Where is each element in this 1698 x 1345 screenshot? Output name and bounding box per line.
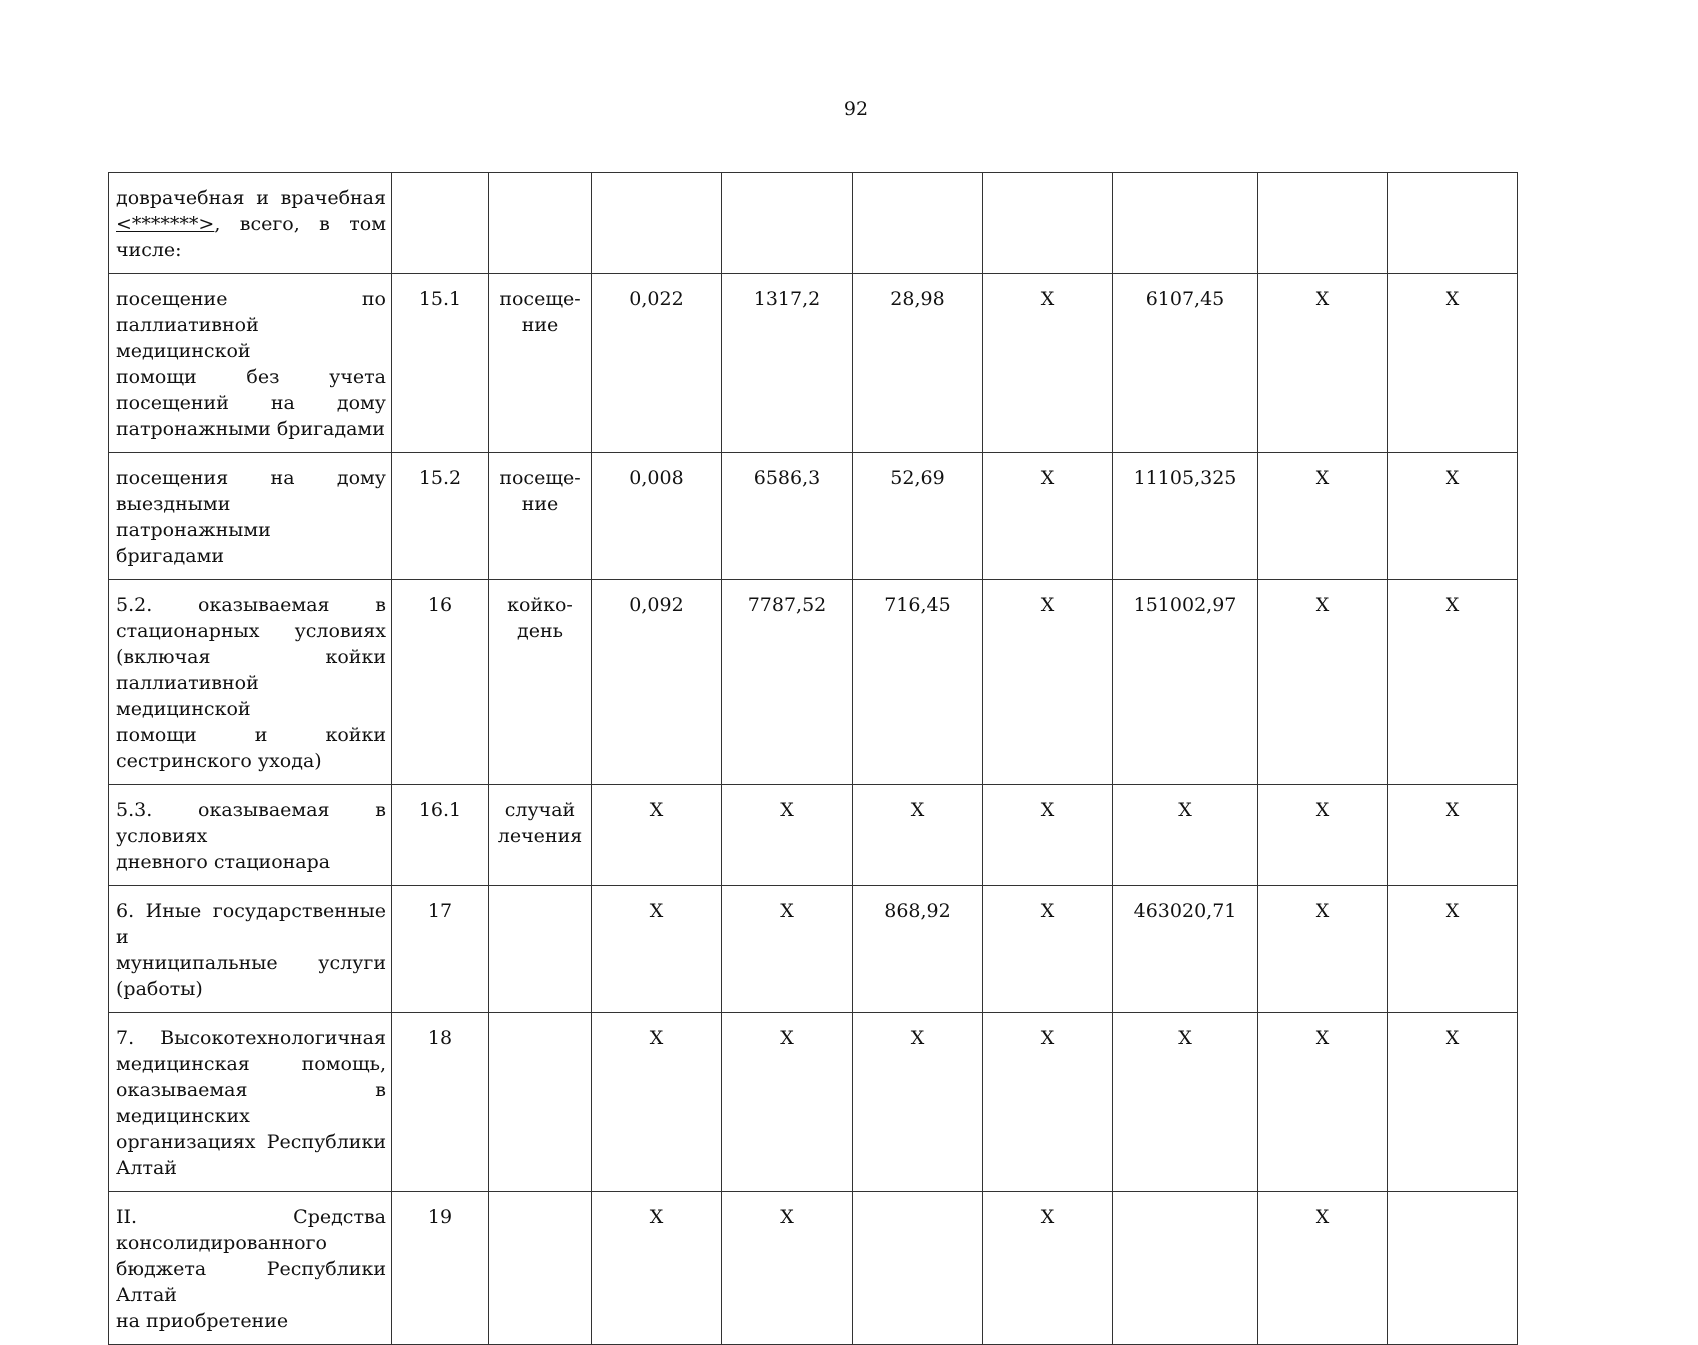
row-name-cell [109, 453, 392, 580]
table-row [109, 173, 1518, 274]
value-cell: X [983, 453, 1113, 580]
value-cell [1388, 173, 1518, 274]
table-row [109, 1192, 1518, 1345]
unit-line: ние [521, 314, 559, 336]
value-cell: 6107,45 [1113, 274, 1258, 453]
row-name-line: посещение по [116, 288, 386, 310]
table-row [109, 785, 1518, 886]
row-name-line: дневного стационара [116, 851, 331, 873]
value-cell: 7787,52 [722, 580, 853, 785]
value-cell: 6586,3 [722, 453, 853, 580]
row-name-line: 5.2. оказываемая в [116, 594, 386, 616]
row-name-cell [109, 1013, 392, 1192]
value-cell [853, 173, 983, 274]
row-unit-cell [489, 1013, 592, 1192]
page-number: 92 [843, 98, 869, 120]
row-code-cell: 15.2 [392, 453, 489, 580]
value-cell: 463020,71 [1113, 886, 1258, 1013]
value-cell: 151002,97 [1113, 580, 1258, 785]
value-cell: X [1388, 453, 1518, 580]
value-cell: 0,008 [592, 453, 722, 580]
row-code-cell: 15.1 [392, 274, 489, 453]
table-row [109, 453, 1518, 580]
row-name-line: доврачебная и врачебная [116, 187, 386, 209]
value-cell: 11105,325 [1113, 453, 1258, 580]
row-name-line: медицинская помощь, [116, 1053, 386, 1075]
row-unit-cell [489, 1192, 592, 1345]
row-name-cell [109, 274, 392, 453]
row-name-line: консолидированного [116, 1232, 327, 1254]
row-name-cell [109, 785, 392, 886]
value-cell: X [853, 785, 983, 886]
row-unit-cell [489, 173, 592, 274]
value-cell: X [1258, 1192, 1388, 1345]
value-cell: 52,69 [853, 453, 983, 580]
value-cell [722, 173, 853, 274]
unit-line: ние [521, 493, 559, 515]
value-cell: 1317,2 [722, 274, 853, 453]
unit-line: посеще- [499, 288, 581, 310]
value-cell: X [592, 1192, 722, 1345]
value-cell: 0,022 [592, 274, 722, 453]
value-cell [983, 173, 1113, 274]
value-cell: 0,092 [592, 580, 722, 785]
row-unit-cell [489, 453, 592, 580]
row-name-line: сестринского ухода) [116, 750, 322, 772]
row-name-cell [109, 173, 392, 274]
row-unit-cell [489, 886, 592, 1013]
value-cell: X [722, 1192, 853, 1345]
value-cell: X [983, 1013, 1113, 1192]
value-cell: X [983, 274, 1113, 453]
value-cell [853, 1192, 983, 1345]
row-name-line: бригадами [116, 545, 225, 567]
row-code-cell: 19 [392, 1192, 489, 1345]
value-cell: X [1113, 1013, 1258, 1192]
unit-line: посеще- [499, 467, 581, 489]
row-code-cell: 16 [392, 580, 489, 785]
row-name-line: паллиативной медицинской [116, 672, 259, 720]
value-cell: X [1388, 886, 1518, 1013]
table-row [109, 1013, 1518, 1192]
value-cell: 868,92 [853, 886, 983, 1013]
row-name-line: (работы) [116, 978, 203, 1000]
value-cell: X [1258, 886, 1388, 1013]
value-cell: X [1388, 1013, 1518, 1192]
row-name-line: посещений на дому [116, 392, 386, 414]
row-name-line: 5.3. оказываемая в условиях [116, 799, 386, 847]
value-cell: X [983, 886, 1113, 1013]
row-name-line: бюджета Республики Алтай [116, 1258, 386, 1306]
table-row [109, 580, 1518, 785]
table-row [109, 886, 1518, 1013]
value-cell: X [1388, 580, 1518, 785]
row-name-line: (включая койки [116, 646, 386, 668]
value-cell: X [592, 886, 722, 1013]
row-name-line: числе: [116, 239, 182, 261]
value-cell: X [983, 1192, 1113, 1345]
row-unit-cell [489, 274, 592, 453]
value-cell: X [722, 785, 853, 886]
value-cell: X [853, 1013, 983, 1192]
row-code-cell: 16.1 [392, 785, 489, 886]
value-cell: X [722, 886, 853, 1013]
row-name-line: на приобретение [116, 1310, 289, 1332]
row-name-line: <*******>, всего, в том [116, 213, 386, 235]
row-name-line: 7. Высокотехнологичная [116, 1027, 386, 1049]
value-cell: X [1388, 274, 1518, 453]
value-cell: X [722, 1013, 853, 1192]
value-cell: X [592, 1013, 722, 1192]
footnote-ref: <*******> [116, 213, 215, 235]
row-name-line: стационарных условиях [116, 620, 386, 642]
row-code-cell [392, 173, 489, 274]
value-cell: X [592, 785, 722, 886]
row-name-line: патронажными бригадами [116, 418, 385, 440]
row-name-line: оказываемая в медицинских [116, 1079, 386, 1127]
value-cell [1113, 1192, 1258, 1345]
row-code-cell: 18 [392, 1013, 489, 1192]
row-name-cell [109, 580, 392, 785]
value-cell: X [1258, 1013, 1388, 1192]
value-cell: X [1388, 785, 1518, 886]
value-cell: X [1258, 580, 1388, 785]
value-cell: X [1113, 785, 1258, 886]
value-cell: X [1258, 274, 1388, 453]
data-table [108, 172, 1518, 1345]
value-cell: X [983, 580, 1113, 785]
row-name-line: паллиативной медицинской [116, 314, 259, 362]
value-cell [1258, 173, 1388, 274]
value-cell [592, 173, 722, 274]
value-cell: X [1258, 453, 1388, 580]
row-name-line: II. Средства [116, 1206, 386, 1228]
value-cell [1113, 173, 1258, 274]
value-cell: X [1258, 785, 1388, 886]
table-row [109, 274, 1518, 453]
unit-line: койко- [507, 594, 573, 616]
row-name-line: организациях Республики [116, 1131, 386, 1153]
value-cell [1388, 1192, 1518, 1345]
row-unit-cell [489, 580, 592, 785]
row-code-cell: 17 [392, 886, 489, 1013]
unit-line: случай [504, 799, 576, 821]
row-name-line: помощи без учета [116, 366, 386, 388]
row-name-line: 6. Иные государственные и [116, 900, 386, 948]
value-cell: 716,45 [853, 580, 983, 785]
row-name-line: муниципальные услуги [116, 952, 386, 974]
value-cell: X [983, 785, 1113, 886]
row-name-cell [109, 886, 392, 1013]
unit-line: день [517, 620, 563, 642]
row-name-line: посещения на дому [116, 467, 386, 489]
row-name-line: помощи и койки [116, 724, 386, 746]
value-cell: 28,98 [853, 274, 983, 453]
row-name-line: Алтай [116, 1157, 177, 1179]
unit-line: лечения [497, 825, 583, 847]
row-name-line: выездными патронажными [116, 493, 271, 541]
row-unit-cell [489, 785, 592, 886]
row-name-cell [109, 1192, 392, 1345]
